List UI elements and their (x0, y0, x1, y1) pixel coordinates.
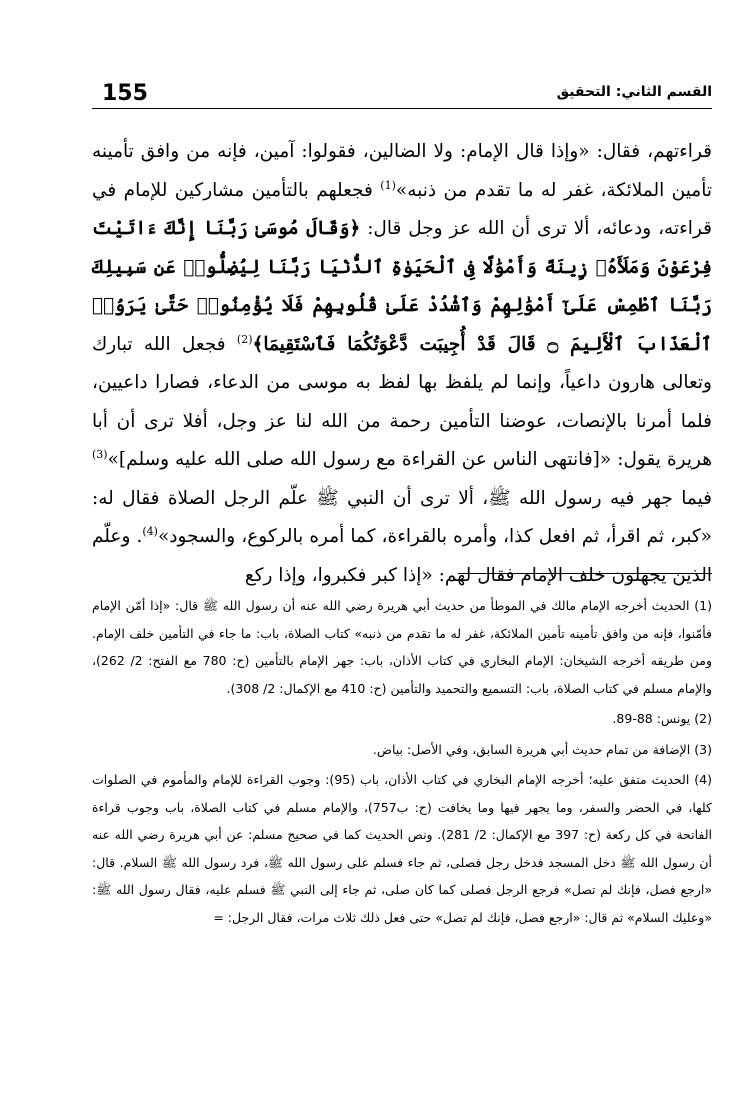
text-segment: . وعلّم الذين يجهلون خلف الإمام فقال لهم: «إذا كبر فكبروا، وإذا ركع (92, 526, 712, 586)
footnote-number: (2) (694, 711, 712, 726)
footnote-ref: (1) (380, 178, 396, 192)
main-paragraph (92, 133, 712, 595)
main-text (92, 133, 712, 595)
footnotes (92, 592, 712, 934)
footnote-text: الحديث متفق عليه؛ أخرجه الإمام البخاري في كتاب الأذان، باب (95): وجوب القراءة للإمام والمأموم في الصلوات كلها، في الحضر والسفر، وما يجهر فيها وما يخافت (ح: ب757)، والإمام مسلم في كتاب الصلاة، باب وجوب قراءة الفاتحة في كل ركعة (ح: 397 مع الإكمال: 2/ 281). ونص الحديث كما في صحيح مسلم: عن أبي هريرة رضي الله عنه أن رسول الله ﷺ دخل المسجد فدخل رجل فصلى، ثم جاء فسلم على رسول الله ﷺ، فرد رسول الله ﷺ السلام. قال: «ارجع فصل، فإنك لم تصل» فرجع الرجل فصلى كما كان صلى، ثم جاء إلى النبي ﷺ فسلم عليه، فقال رسول الله ﷺ: «وعليك السلام» ثم قال: «ارجع فصل، فإنك لم تصل» حتى فعل ذلك ثلاث مرات، فقال الرجل: = (92, 772, 713, 925)
footnote-number: (1) (694, 598, 712, 613)
footnote (92, 766, 712, 931)
page-number: 155 (102, 81, 148, 106)
quran-verse: ﴿وَقَالَ مُوسَىٰ رَبَّنَا إِنَّكَ ءَاتَيْتَ فِرْعَوْنَ وَمَلَأَهُۥ زِينَةً وَأَمْوَٰلًا فِى ٱلْحَيَوٰةِ ٱلدُّنْيَا رَبَّنَا لِيُضِلُّوا۟ عَن سَبِيلِكَ رَبَّنَا ٱطْمِسْ عَلَىٰٓ أَمْوَٰلِهِمْ وَٱشْدُدْ عَلَىٰ قُلُوبِهِمْ فَلَا يُؤْمِنُوا۟ حَتَّىٰ يَرَوُا۟ ٱلْعَذَابَ ٱلْأَلِيمَ ۝ قَالَ قَدْ أُجِيبَت دَّعْوَتُكُمَا فَٱسْتَقِيمَا﴾ (92, 218, 712, 355)
footnote-number: (4) (694, 772, 712, 787)
footnote-text: الإضافة من تمام حديث أبي هريرة السابق، وفي الأصل: بياض. (372, 741, 691, 757)
footnote-number: (3) (694, 741, 712, 757)
footnote (92, 705, 712, 733)
section-title: القسم الثاني: التحقيق (556, 84, 712, 100)
footnote-separator (458, 573, 712, 574)
text-segment: فجعلهم بالتأمين مشاركين للإمام في قراءته، ودعائه، ألا ترى أن الله عز وجل قال: (92, 179, 712, 239)
footnote-ref: (4) (142, 524, 158, 538)
footnote-ref: (3) (92, 447, 108, 461)
text-segment: فيما جهر فيه رسول الله ﷺ، ألا ترى أن النبي ﷺ علّم الرجل الصلاة فقال له: «كبر، ثم اقرأ، ثم افعل كذا، وأمره بالقراءة، كما أمره بالركوع، والسجود» (92, 487, 712, 547)
footnote (92, 592, 712, 702)
footnote (92, 736, 712, 764)
footnote-ref: (2) (236, 332, 253, 346)
text-segment: فجعل الله تبارك وتعالى هارون داعياً، وإنما لم يلفظ بها لفظ به موسى من الدعاء، فصارا داعيين، فلما أمرنا بالإنصات، عوضنا التأمين رحمة من الله لنا عز وجل، أفلا ترى أن أبا هريرة يقول: «[فانتهى الناس عن القراءة مع رسول الله صلى الله عليه وسلم]» (92, 333, 712, 470)
footnote-text: الحديث أخرجه الإمام مالك في الموطأ من حديث أبي هريرة رضي الله عنه أن رسول الله ﷺ قال: «إذا أمّن الإمام فأمّنوا، فإنه من وافق تأمينه تأمين الملائكة، غفر له ما تقدم من ذنبه» كتاب الصلاة، باب: ما جاء في التأمين خلف الإمام. ومن طريقه أخرجه الشيخان: الإمام البخاري في كتاب الأذان، باب: جهر الإمام بالتأمين (ح: 780 مع الفتح: 2/ 262)، والإمام مسلم في كتاب الصلاة، باب: التسميع والتحميد والتأمين (ح: 410 مع الإكمال: 2/ 308). (92, 598, 712, 696)
text-segment: قراءتهم، فقال: «وإذا قال الإمام: ولا الضالين، فقولوا: آمين، فإنه من وافق تأمينه تأمين الملائكة، غفر له ما تقدم من ذنبه» (92, 141, 712, 201)
page-header (92, 78, 712, 109)
footnote-text: يونس: 88-89. (612, 711, 691, 726)
